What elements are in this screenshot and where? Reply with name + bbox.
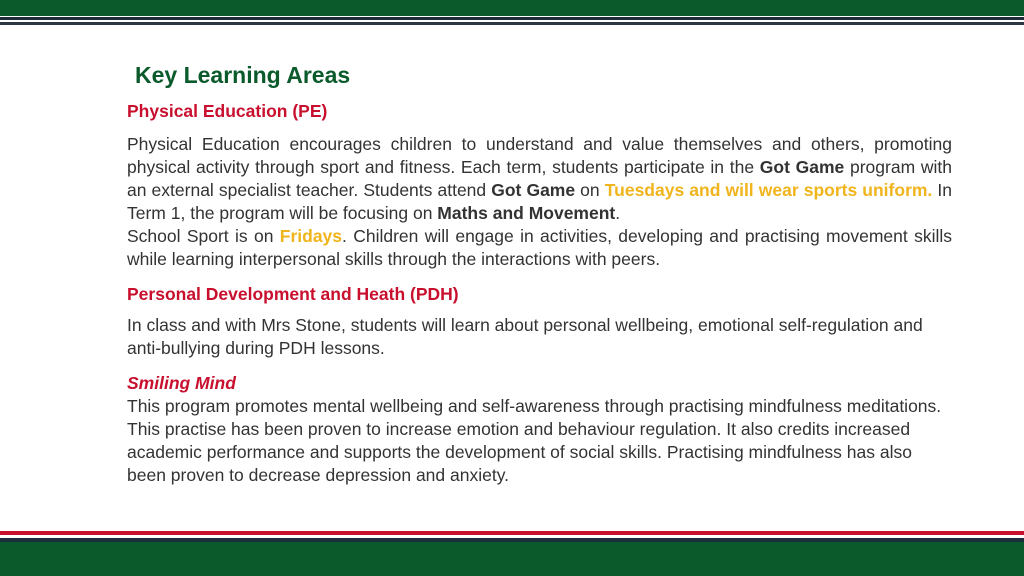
pe-text: In Term 1, the program will be focusing on	[127, 180, 952, 223]
top-stripe	[0, 17, 1024, 20]
got-game-emphasis: Got Game	[759, 157, 845, 177]
slide-title: Key Learning Areas	[135, 62, 351, 88]
smiling-mind-paragraph: This program promotes mental wellbeing and self-awareness through practising mindfulness meditations. This practise has been proven to increase emotion and behaviour regulation. It also credits increased academic performance and supports the development of social skills. Practising mindfulness has also been proven to decrease depression and anxiety.	[127, 396, 942, 485]
smiling-mind-heading: Smiling Mind	[127, 373, 236, 393]
pe-text: on	[575, 180, 605, 200]
pe-text: .	[615, 203, 621, 223]
bottom-green-band	[0, 542, 1024, 576]
pdh-heading: Personal Development and Heath (PDH)	[127, 284, 459, 304]
fridays-highlight: Fridays	[279, 226, 343, 246]
pdh-paragraph: In class and with Mrs Stone, students will learn about personal wellbeing, emotional self-regulation and anti-bullying during PDH lessons.	[127, 315, 923, 358]
sport-text: School Sport is on	[127, 226, 280, 246]
pe-heading: Physical Education (PE)	[127, 101, 328, 121]
pe-text: program with an external specialist teacher. Students attend	[127, 157, 952, 200]
pe-text: Physical Education encourages children to understand and value themselves and others, promoting physical activity through sport and fitness. Each term, students participate in the	[127, 134, 952, 177]
maths-movement-emphasis: Maths and Movement	[437, 203, 616, 223]
pe-paragraph	[127, 133, 952, 225]
tuesdays-highlight: Tuesdays and will wear sports uniform.	[604, 180, 933, 200]
slide-content	[127, 100, 952, 487]
top-green-band	[0, 0, 1024, 16]
top-stripe	[0, 22, 1024, 25]
got-game-emphasis: Got Game	[491, 180, 576, 200]
school-sport-paragraph	[127, 225, 952, 271]
sport-text: . Children will engage in activities, developing and practising movement skills while learning interpersonal skills through the interactions with peers.	[127, 226, 952, 269]
